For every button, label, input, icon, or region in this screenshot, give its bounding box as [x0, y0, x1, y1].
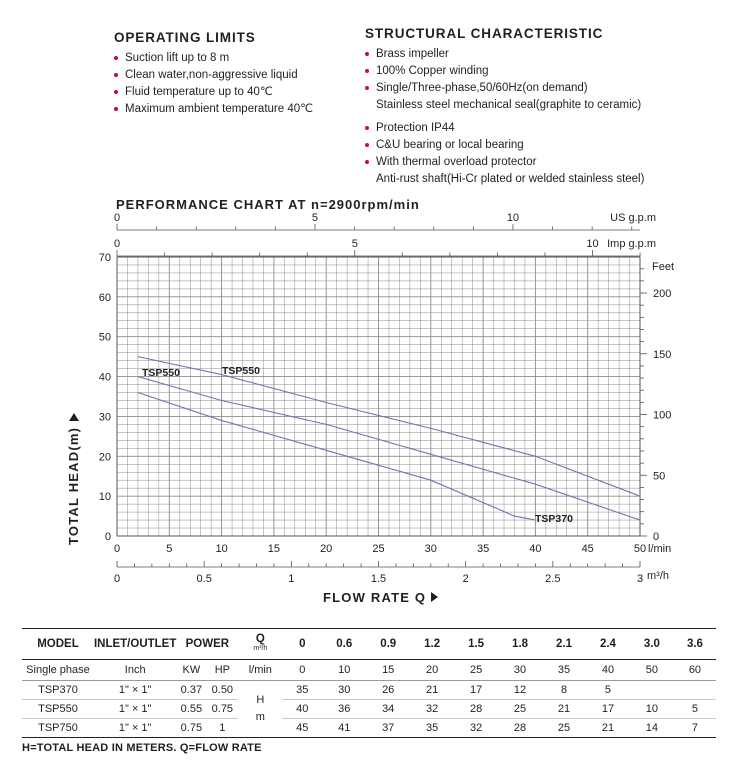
feature-item [114, 50, 313, 67]
bullet-icon [114, 90, 118, 94]
table-row [22, 700, 716, 719]
table-cell: Single phase [26, 664, 90, 676]
table-cell: 28 [469, 703, 483, 715]
y-tick-label: 70 [98, 252, 111, 264]
table-cell: 32 [426, 703, 439, 715]
operating-limits-section [114, 30, 313, 118]
table-cell: 1" × 1" [118, 722, 152, 734]
y-axis-title: TOTAL HEAD(m) [66, 426, 81, 545]
table-cell: 34 [382, 703, 395, 715]
feet-tick-label: 100 [653, 409, 672, 422]
bullet-icon [365, 143, 369, 147]
flow-header: 3.6 [686, 638, 703, 650]
table-cell: 1" × 1" [118, 703, 152, 715]
us-gpm-axis [114, 212, 656, 230]
flow-header: 1.8 [512, 638, 529, 650]
flow-header: 1.5 [468, 638, 485, 650]
m3h-tick-label: 1 [288, 573, 295, 585]
table-cell: 7 [691, 722, 698, 734]
x-axis-title: FLOW RATE Q [323, 590, 427, 605]
table-cell: l/min [248, 664, 272, 676]
table-cell: 25 [469, 664, 483, 676]
x-axis-unit: l/min [648, 543, 672, 555]
col-q [238, 629, 282, 660]
table-cell: 15 [382, 664, 395, 676]
table-cell: 0.50 [211, 684, 234, 696]
q-label: Q [255, 633, 265, 645]
table-units-row [22, 660, 716, 681]
feature-text: Clean water,non-aggressive liquid [125, 69, 298, 81]
m3h-tick-label: 2.5 [545, 573, 561, 585]
table-cell [630, 681, 674, 700]
table-cell: 36 [338, 703, 351, 715]
feet-tick-label: 50 [653, 470, 666, 483]
table-cell: 40 [601, 664, 615, 676]
x-axis-arrow-icon [431, 592, 438, 602]
structural-section [365, 26, 644, 188]
y-tick-label: 20 [98, 451, 111, 464]
table-cell: 25 [557, 722, 571, 734]
table-cell: 0.75 [180, 722, 203, 734]
table-cell: Inch [124, 664, 146, 676]
table-cell: 21 [601, 722, 615, 734]
feature-text: 100% Copper winding [376, 65, 489, 77]
feature-text: C&U bearing or local bearing [376, 139, 524, 151]
feature-item [365, 137, 644, 154]
table-cell: 0.75 [211, 703, 234, 715]
table-cell: 17 [601, 703, 615, 715]
x-tick-label: 5 [166, 543, 173, 555]
feature-text: Fluid temperature up to 40℃ [125, 86, 273, 98]
bullet-icon [365, 160, 369, 164]
table-cell: 5 [691, 703, 698, 715]
x-tick-label: 20 [320, 543, 333, 555]
x-tick-label: 50 [633, 543, 647, 555]
x-tick-label: 45 [581, 543, 594, 555]
table-cell: 10 [338, 664, 351, 676]
m3h-tick-label: 0 [113, 573, 121, 585]
head-unit-cell [238, 681, 282, 738]
bullet-icon [114, 107, 118, 111]
bullet-icon [365, 86, 369, 90]
bullet-icon [365, 126, 369, 130]
performance-chart [0, 190, 730, 610]
feature-text: Maximum ambient temperature 40℃ [125, 103, 314, 115]
feature-text: Brass impeller [376, 48, 449, 60]
flow-header: 1.2 [424, 638, 441, 650]
m3h-tick-label: 1.5 [370, 573, 387, 585]
table-cell: 35 [296, 684, 309, 696]
feature-item [365, 63, 644, 80]
table-cell: 35 [557, 664, 571, 676]
gpm-axis-label: Imp g.p.m [607, 238, 656, 250]
table-cell: 0 [299, 664, 306, 676]
table-cell: 21 [557, 703, 571, 715]
flow-header: 2.4 [599, 638, 616, 650]
x-tick-label: 40 [529, 543, 542, 555]
table-cell: 30 [338, 684, 351, 696]
h-label: H [256, 694, 265, 706]
table-cell: 0.37 [180, 684, 203, 696]
y-axis-title-group [66, 413, 81, 545]
table-cell: 1 [219, 722, 226, 734]
feet-tick-label: 0 [653, 531, 660, 543]
y-tick-label: 60 [98, 291, 111, 304]
curve-label: TSP370 [535, 513, 573, 525]
table-cell: 5 [604, 684, 612, 696]
m3h-tick-label: 0.5 [196, 573, 212, 585]
m3h-tick-label: 2 [462, 573, 469, 585]
feature-text-continued: Stainless steel mechanical seal(graphite to ceramic) [376, 99, 642, 111]
table-cell: 12 [513, 684, 527, 696]
table-cell: 41 [338, 722, 351, 734]
x-tick-label: 35 [476, 543, 490, 555]
table-cell: 28 [513, 722, 527, 734]
table-cell: 0.55 [180, 703, 203, 715]
flow-header: 0.6 [336, 638, 353, 650]
gpm-tick-label: 0 [113, 238, 121, 250]
x-tick-label: 0 [113, 543, 121, 555]
x-axis-lmin [114, 543, 671, 555]
feature-text-continued: Anti-rust shaft(Hi-Cr plated or welded stainless steel) [376, 173, 645, 185]
feature-item [114, 67, 313, 84]
feet-tick-label: 150 [653, 348, 672, 361]
y-tick-label: 30 [98, 411, 111, 424]
y-tick-label: 0 [104, 531, 111, 543]
imp-gpm-axis [114, 238, 656, 256]
x-axis-m3h [114, 561, 669, 585]
table-row [22, 719, 716, 738]
feature-text: Single/Three-phase,50/60Hz(on demand) [376, 82, 588, 94]
table-cell: TSP370 [38, 684, 78, 696]
x-tick-label: 15 [267, 543, 281, 555]
y-axis-meters [99, 252, 111, 543]
col-model: MODEL [37, 638, 79, 650]
table-footnote: H=TOTAL HEAD IN METERS. Q=FLOW RATE [22, 742, 262, 754]
structural-list-2 [365, 120, 644, 188]
table-cell: 25 [513, 703, 527, 715]
table-cell: 40 [296, 703, 309, 715]
feature-item [114, 101, 313, 118]
gpm-tick-label: 10 [586, 238, 599, 250]
table-cell: 8 [560, 684, 568, 696]
table-cell: HP [214, 664, 230, 676]
x-tick-label: 10 [215, 543, 228, 555]
chart-title: PERFORMANCE CHART AT n=2900rpm/min [116, 197, 420, 212]
feet-axis-label: Feet [652, 261, 675, 273]
structural-list-1 [365, 46, 644, 114]
y-tick-label: 40 [98, 371, 111, 384]
table-cell: 35 [426, 722, 439, 734]
table-header-row [22, 629, 716, 660]
table-cell [674, 681, 716, 700]
y-axis-arrow-icon [69, 413, 79, 421]
flow-header: 3.0 [643, 638, 660, 650]
table-cell: 14 [645, 722, 659, 734]
table-cell: 1" × 1" [118, 684, 152, 696]
curve-label: TSP550 [142, 367, 180, 379]
table-cell: 32 [469, 722, 483, 734]
bullet-icon [365, 69, 369, 73]
table-cell: 20 [426, 664, 439, 676]
table-cell: TSP550 [38, 703, 78, 715]
feature-text: Protection IP44 [376, 122, 455, 134]
x-tick-label: 30 [424, 543, 437, 555]
m-label: m [255, 711, 265, 723]
feature-item [365, 80, 644, 114]
structural-title: STRUCTURAL CHARACTERISTIC [365, 26, 604, 41]
table-cell: 45 [296, 722, 309, 734]
m3h-axis-label: m³/h [647, 570, 669, 582]
feature-item [114, 84, 313, 101]
y-axis-feet [640, 261, 674, 543]
flow-header: 0 [299, 638, 306, 650]
feature-item [365, 154, 644, 188]
y-tick-label: 10 [98, 491, 111, 504]
table-cell: 30 [513, 664, 527, 676]
bullet-icon [365, 52, 369, 56]
feature-item [365, 120, 644, 137]
table-cell: 60 [688, 664, 702, 676]
bullet-icon [114, 56, 118, 60]
gpm-tick-label: 0 [113, 212, 121, 224]
table-cell: TSP750 [38, 722, 78, 734]
table-cell: 21 [426, 684, 439, 696]
curve-label: TSP550 [222, 365, 260, 377]
feature-text: Suction lift up to 8 m [125, 52, 230, 64]
flow-header: 0.9 [380, 638, 397, 650]
table-cell: 10 [645, 703, 659, 715]
table-row [22, 681, 716, 700]
gpm-tick-label: 5 [311, 212, 319, 224]
table-cell: 37 [382, 722, 395, 734]
operating-limits-title: OPERATING LIMITS [114, 30, 256, 45]
m3h-tick-label: 3 [636, 573, 644, 585]
table-cell: KW [182, 664, 201, 676]
bullet-icon [114, 73, 118, 77]
gpm-axis-label: US g.p.m [610, 212, 656, 224]
table-cell: 50 [645, 664, 659, 676]
q-unit: m³/h [253, 645, 268, 652]
feet-tick-label: 200 [653, 288, 672, 301]
specification-table [22, 628, 716, 738]
flow-header: 2.1 [556, 638, 572, 650]
operating-limits-list [114, 50, 313, 118]
y-tick-label: 50 [98, 331, 111, 344]
gpm-tick-label: 5 [351, 238, 358, 250]
col-power: POWER [185, 638, 230, 650]
feature-item [365, 46, 644, 63]
feature-text: With thermal overload protector [376, 156, 537, 168]
chart-grid [117, 257, 640, 536]
col-inlet-outlet: INLET/OUTLET [93, 638, 177, 650]
table-cell: 26 [382, 684, 395, 696]
table-cell: 17 [469, 684, 483, 696]
gpm-tick-label: 10 [506, 212, 520, 224]
x-tick-label: 25 [372, 543, 385, 555]
